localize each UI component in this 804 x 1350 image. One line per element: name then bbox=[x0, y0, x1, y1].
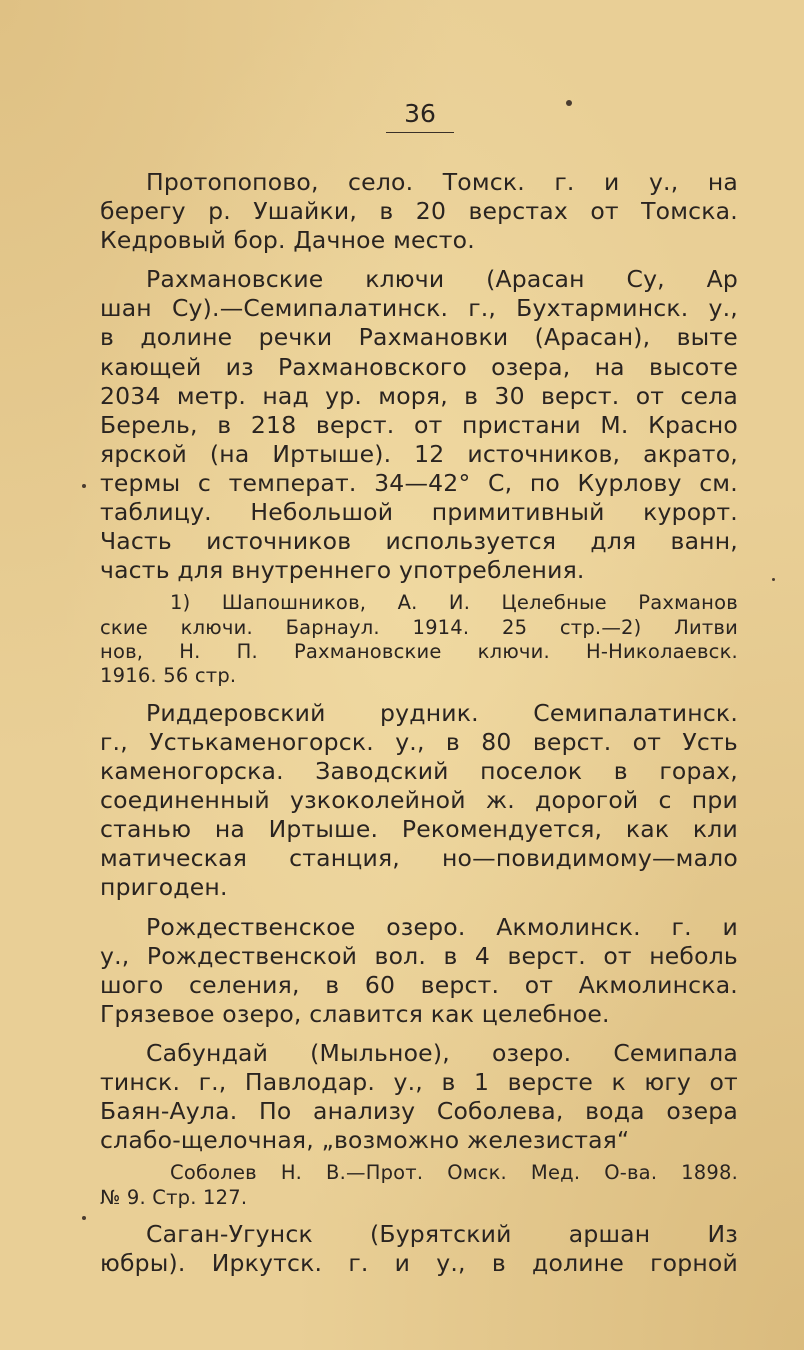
reference-line: ские ключи. Барнаул. 1914. 25 стр.—2) Литви bbox=[100, 615, 738, 639]
text-line: юбры). Иркутск. г. и у., в долине горной bbox=[100, 1249, 738, 1278]
print-speck bbox=[772, 578, 775, 581]
text-line: г., Устькаменогорск. у., в 80 верст. от Усть bbox=[100, 727, 738, 756]
page-text bbox=[100, 168, 738, 1278]
text-line: берегу р. Ушайки, в 20 верстах от Томска. bbox=[100, 197, 738, 226]
text-line: тинск. г., Павлодар. у., в 1 версте к югу от bbox=[100, 1068, 738, 1096]
text-line: часть для внутреннего употребления. bbox=[100, 556, 585, 585]
text-line: Саган-Угунск (Бурятский аршан Из bbox=[146, 1220, 738, 1249]
text-line: шан Су).—Семипалатинск. г., Бухтарминск. у., bbox=[100, 294, 738, 323]
entry-rozhdestvenskoe bbox=[100, 913, 738, 1029]
text-line: кающей из Рахмановского озера, на высоте bbox=[100, 352, 738, 381]
text-line: Протопопово, село. Томск. г. и у., на bbox=[146, 168, 738, 196]
text-line: Рахмановские ключи (Арасан Су, Ар bbox=[146, 265, 738, 294]
reference-line: 1) Шапошников, А. И. Целебные Рахманов bbox=[170, 591, 738, 615]
text-line: Сабундай (Мыльное), озеро. Семипала bbox=[146, 1038, 738, 1067]
text-line: у., Рождественской вол. в 4 верст. от неболь bbox=[100, 941, 738, 970]
text-line: Риддеровский рудник. Семипалатинск. bbox=[146, 698, 738, 727]
reference-line: 1916. 56 стр. bbox=[100, 664, 237, 688]
text-line: термы с температ. 34—42° С, по Курлову см. bbox=[100, 468, 738, 497]
text-line: пригоден. bbox=[100, 873, 228, 902]
text-line: соединенный узкоколейной ж. дорогой с при bbox=[100, 786, 738, 815]
text-line: ярской (на Иртыше). 12 источников, акрато, bbox=[100, 439, 738, 468]
text-line: Грязевое озеро, славится как целебное. bbox=[100, 999, 610, 1028]
entry-rakhmanovskie bbox=[100, 265, 738, 689]
text-line: Кедровый бор. Дачное место. bbox=[100, 226, 475, 255]
text-line: Часть источников используется для ванн, bbox=[100, 527, 738, 556]
entry-ridderovskiy bbox=[100, 699, 738, 903]
entry-sagan-ugunsk bbox=[100, 1220, 738, 1278]
text-line: шого селения, в 60 верст. от Акмолинска. bbox=[100, 970, 738, 999]
text-line: Берель, в 218 верст. от пристани М. Красно bbox=[100, 410, 738, 439]
text-line: Баян-Аула. По анализу Соболева, вода озера bbox=[100, 1097, 738, 1126]
entry-protopopovo bbox=[100, 168, 738, 255]
text-line: матическая станция, но—повидимому—мало bbox=[100, 844, 738, 873]
reference-line: № 9. Стр. 127. bbox=[100, 1185, 248, 1209]
print-speck bbox=[82, 484, 86, 488]
text-line: таблицу. Небольшой примитивный курорт. bbox=[100, 498, 738, 527]
reference-line: Соболев Н. В.—Прот. Омск. Мед. О-ва. 1898. bbox=[170, 1161, 738, 1185]
entry-sabunday bbox=[100, 1039, 738, 1210]
text-line: 2034 метр. над ур. моря, в 30 верст. от села bbox=[100, 381, 738, 410]
page-number: 36 bbox=[386, 98, 454, 133]
text-line: в долине речки Рахмановки (Арасан), выте bbox=[100, 323, 738, 352]
text-line: слабо-щелочная, „возможно железистая“ bbox=[100, 1126, 630, 1155]
text-line: каменогорска. Заводский поселок в горах, bbox=[100, 757, 738, 786]
print-speck bbox=[566, 100, 572, 106]
text-line: станью на Иртыше. Рекомендуется, как кли bbox=[100, 815, 738, 844]
text-line: Рождественское озеро. Акмолинск. г. и bbox=[146, 912, 738, 941]
reference-line: нов, Н. П. Рахмановские ключи. Н-Николаевск. bbox=[100, 640, 738, 664]
print-speck bbox=[82, 1216, 86, 1220]
